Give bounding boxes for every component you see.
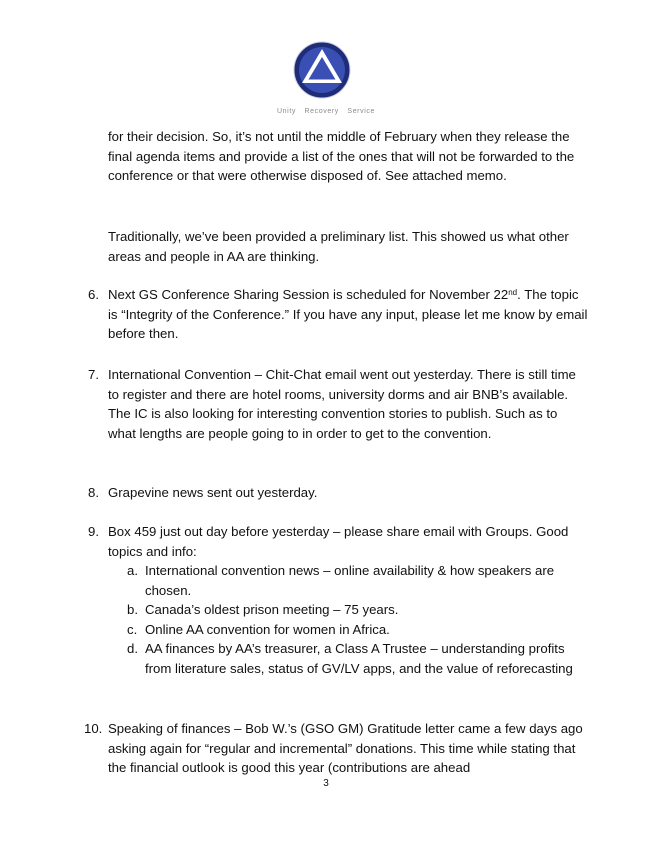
- sub-list-letter: d.: [127, 641, 138, 656]
- sub-list-letter: c.: [127, 622, 138, 637]
- sub-list-text: AA finances by AA’s treasurer, a Class A Trustee – understanding profits from literature sales, status of GV/LV apps, and the value of reforecasting: [145, 641, 573, 676]
- page-number: 3: [323, 778, 329, 789]
- list-item-text: International Convention – Chit-Chat email went out yesterday. There is still time to register and there are hotel rooms, university dorms and air BNB’s available. The IC is also looking for interesting convention stories to publish. Such as to what lengths are people going to in order to get to the convention.: [108, 367, 576, 441]
- list-item-number: 9.: [88, 524, 99, 539]
- sub-list-text: Canada’s oldest prison meeting – 75 years.: [145, 602, 399, 617]
- list-item-text: Speaking of finances – Bob W.’s (GSO GM) Gratitude letter came a few days ago asking again for “regular and incremental” donations. This time while stating that the financial outlook is good this year (contributions are ahead: [108, 721, 583, 775]
- logo-motto: Unity Recovery Service: [277, 108, 375, 115]
- sub-list-text: International convention news – online availability & how speakers are chosen.: [145, 563, 555, 598]
- sub-list-text: Online AA convention for women in Africa.: [145, 622, 390, 637]
- sub-list-letter: a.: [127, 563, 138, 578]
- intro-paragraph-2: Traditionally, we’ve been provided a preliminary list. This showed us what other areas and people in AA are thinking.: [108, 229, 569, 264]
- list-item-number: 7.: [88, 367, 99, 382]
- list-item-text: Next GS Conference Sharing Session is scheduled for November 22nd. The topic is “Integrity of the Conference.” If you have any input, please let me know by email before then.: [108, 287, 588, 341]
- list-item-number: 6.: [88, 287, 99, 302]
- list-item-text: Box 459 just out day before yesterday – please share email with Groups. Good topics and info:: [108, 524, 569, 559]
- list-item-text: Grapevine news sent out yesterday.: [108, 485, 318, 500]
- list-item-number: 8.: [88, 485, 99, 500]
- aa-circle-triangle-logo: [293, 41, 351, 99]
- list-item-number: 10.: [84, 721, 103, 736]
- intro-paragraph-1: for their decision. So, it’s not until the middle of February when they release the final agenda items and provide a list of the ones that will not be forwarded to the conference or that were otherwise disposed of. See attached memo.: [108, 129, 575, 183]
- sub-list-letter: b.: [127, 602, 138, 617]
